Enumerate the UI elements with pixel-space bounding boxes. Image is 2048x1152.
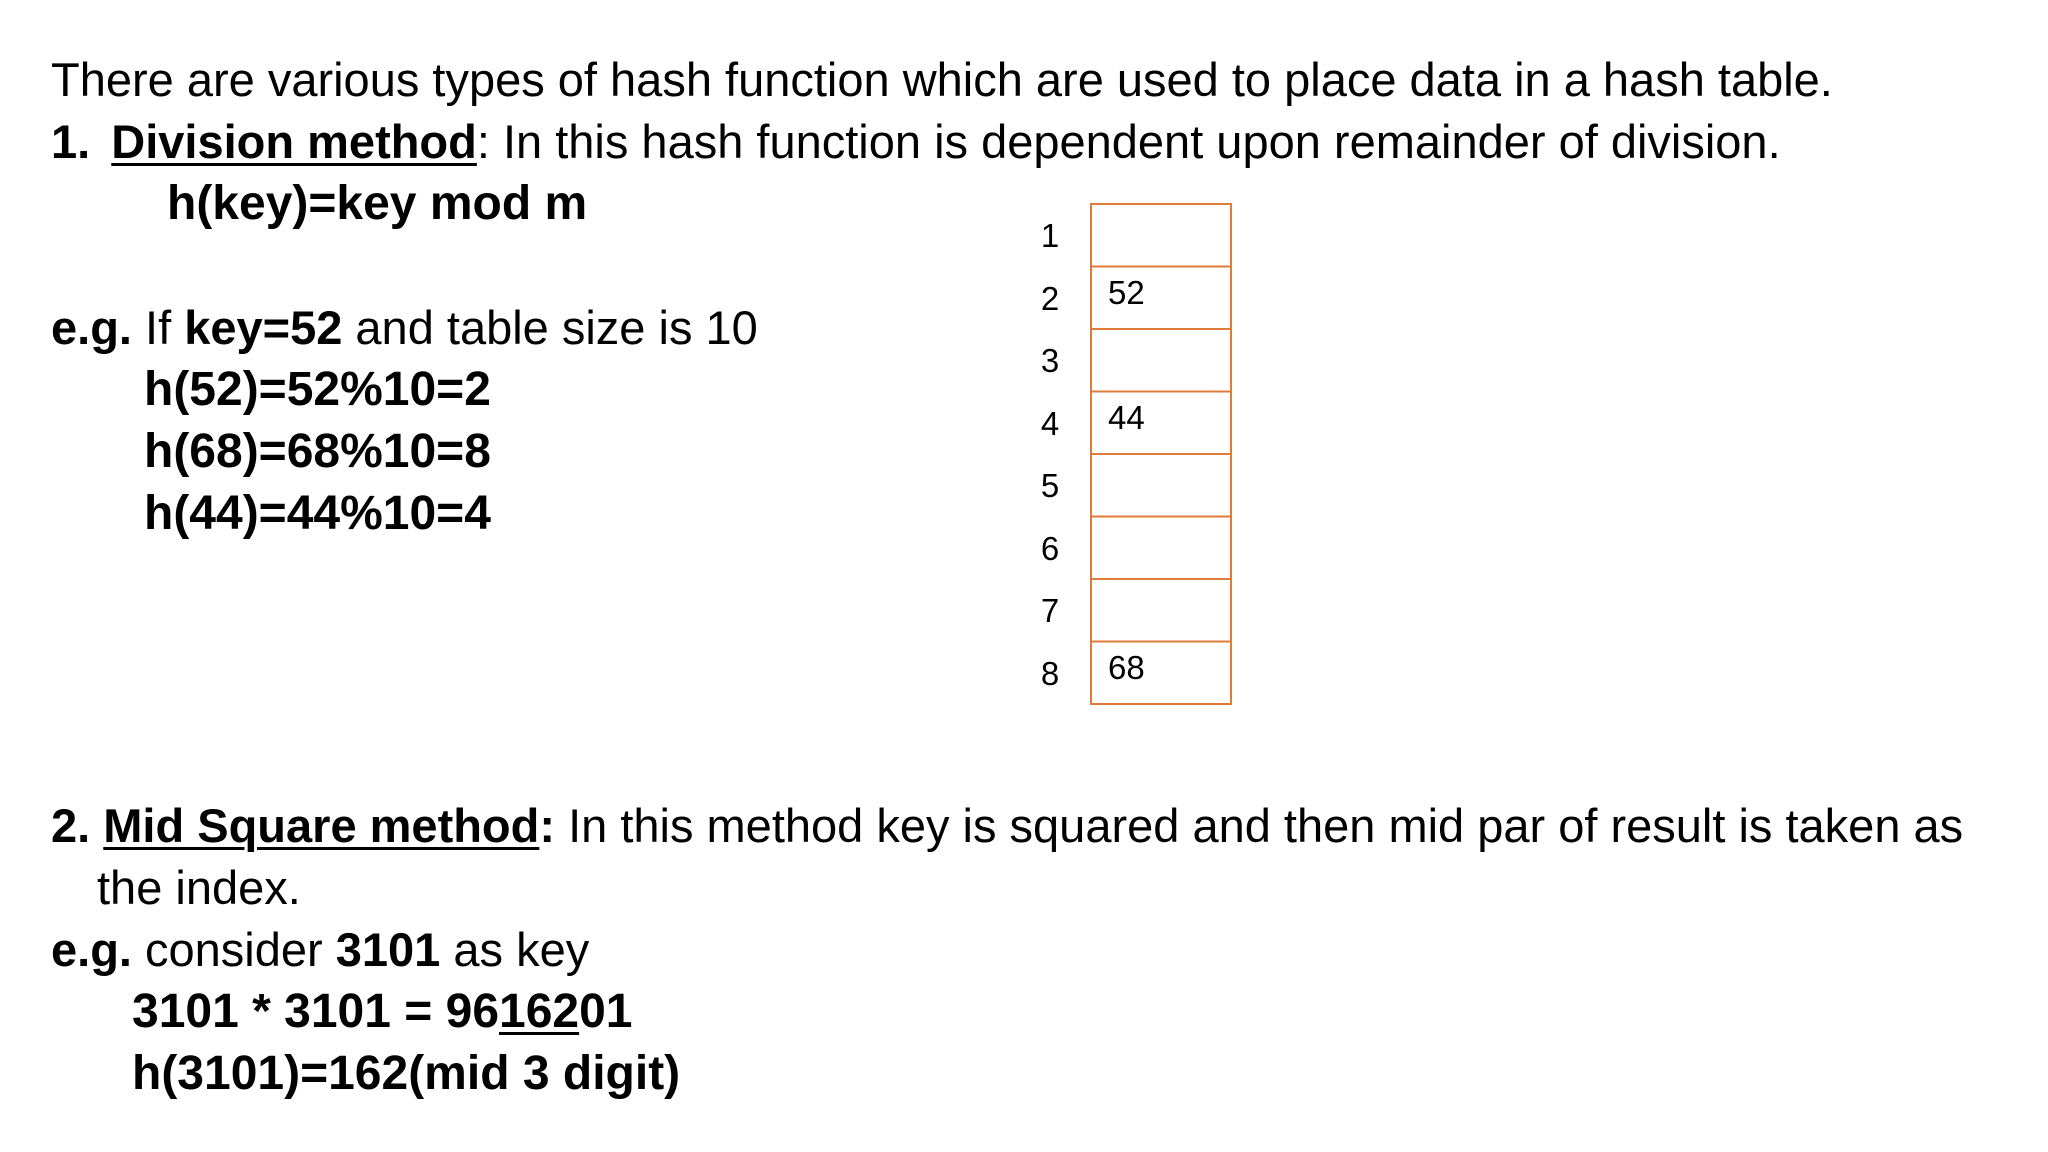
midsquare-example-key: 3101 <box>335 923 441 976</box>
midsquare-example-line <box>51 922 589 978</box>
hash-table-cell <box>1091 517 1231 580</box>
midsquare-heading <box>51 798 1963 854</box>
hash-table-cell <box>1091 579 1231 642</box>
midsquare-number: 2. <box>51 799 91 852</box>
division-example-line <box>51 300 758 356</box>
hash-table-cell <box>1091 204 1231 267</box>
midsquare-desc-cont: the index. <box>97 861 301 914</box>
example-calc-2: h(68)=68%10=8 <box>144 425 491 478</box>
midsquare-calc <box>132 984 633 1040</box>
hash-table-index: 7 <box>1040 592 1060 629</box>
hash-table-index: 4 <box>1040 404 1060 442</box>
example-if: If <box>131 301 185 354</box>
hash-table-index: 2 <box>1040 279 1060 317</box>
hash-table-index: 6 <box>1040 529 1060 567</box>
hash-table-cell <box>1091 454 1231 517</box>
example-calc-1: h(52)=52%10=2 <box>144 363 491 416</box>
example-rest: and table size is 10 <box>342 301 758 354</box>
midsquare-result: h(3101)=162(mid 3 digit) <box>132 1047 681 1100</box>
midsquare-title: Mid Square method <box>103 799 540 852</box>
division-heading <box>51 114 1781 170</box>
midsquare-calc-mid: 162 <box>499 985 580 1038</box>
division-desc: : In this hash function is dependent upon remainder of division. <box>476 115 1781 168</box>
midsquare-desc: In this method key is squared and then mid par of result is taken as <box>555 799 1964 852</box>
hash-table-index: 1 <box>1040 217 1060 254</box>
division-title: Division method <box>111 115 477 168</box>
example-prefix: e.g. <box>51 301 132 354</box>
example-key: key=52 <box>184 301 343 354</box>
division-number: 1. <box>51 115 91 168</box>
example-calc-3: h(44)=44%10=4 <box>144 487 491 540</box>
division-formula: h(key)=key mod m <box>167 177 588 230</box>
midsquare-example-text2: as key <box>440 923 590 976</box>
hash-table-value: 52 <box>1108 273 1145 311</box>
hash-table-value: 68 <box>1108 648 1145 686</box>
midsquare-example-text1: consider <box>131 923 336 976</box>
intro-text: There are various types of hash function which are used to place data in a hash table. <box>51 53 1833 106</box>
hash-table-index: 3 <box>1040 342 1060 379</box>
hash-table-value: 44 <box>1108 398 1145 436</box>
midsquare-colon: : <box>539 799 556 852</box>
hash-table-index: 8 <box>1040 654 1060 692</box>
hash-table-index: 5 <box>1040 467 1060 504</box>
midsquare-calc-right: 01 <box>579 985 633 1038</box>
midsquare-example-prefix: e.g. <box>51 923 132 976</box>
hash-table-cell <box>1091 329 1231 392</box>
midsquare-calc-left: 3101 * 3101 = 96 <box>132 985 500 1038</box>
